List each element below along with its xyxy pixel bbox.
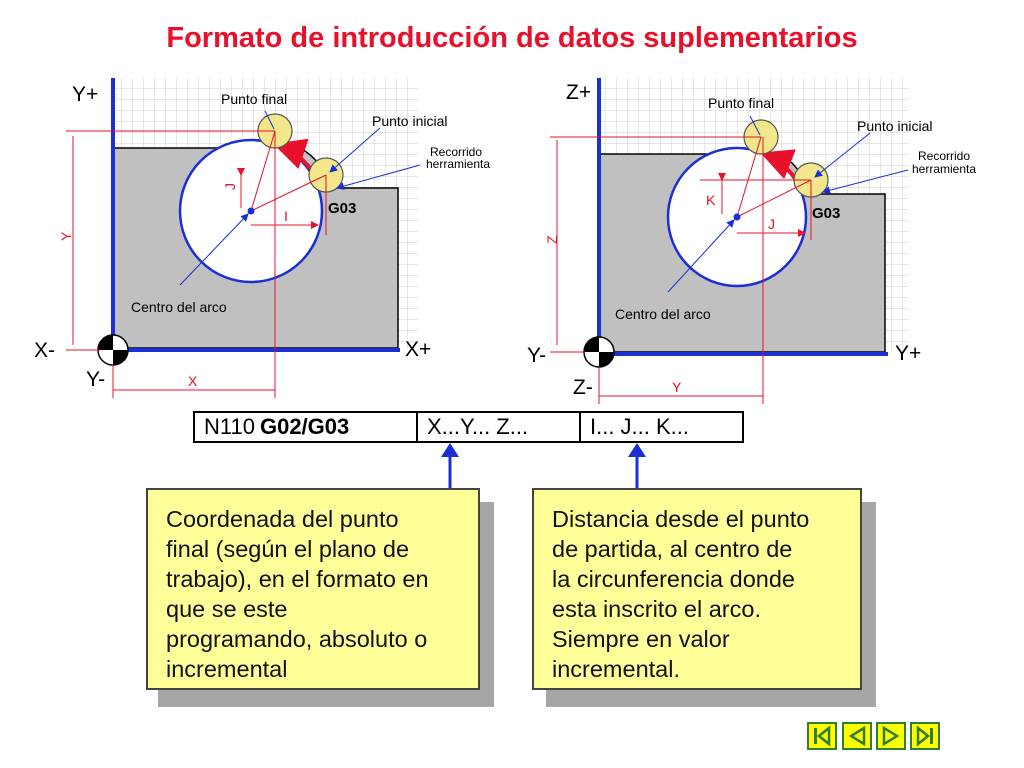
- note-line: incremental.: [552, 656, 680, 682]
- axis-label-z-pos: Z+: [566, 81, 592, 104]
- gcode-label: G02/G03: [259, 414, 350, 439]
- block-number: N110: [204, 414, 255, 439]
- punto-inicial-label: Punto inicial: [372, 113, 448, 129]
- axis-label-x-pos: X+: [405, 338, 432, 361]
- origin-icon: [98, 335, 128, 365]
- next-page-icon: [878, 724, 904, 748]
- note-line: Distancia desde el punto: [552, 506, 810, 532]
- previous-page-button[interactable]: [842, 722, 872, 750]
- dim-label-j: J: [222, 183, 238, 190]
- left-diagram: [34, 78, 490, 398]
- previous-page-icon: [844, 724, 870, 748]
- recorrido-label: Recorrido: [430, 145, 483, 159]
- arc-center-point: [248, 208, 255, 215]
- dim-label-z: Z: [544, 235, 560, 244]
- recorrido-label: Recorrido: [918, 149, 971, 163]
- page-title: Formato de introducción de datos suplementarios: [166, 22, 858, 54]
- dim-label-y: Y: [58, 231, 74, 241]
- arrow-up-icon: [441, 443, 459, 457]
- last-page-button[interactable]: [910, 722, 940, 750]
- g03-label: G03: [328, 200, 357, 217]
- note-line: la circunferencia donde: [552, 566, 795, 592]
- note-line: trabajo), en el formato en: [166, 566, 429, 592]
- herramienta-label: herramienta: [426, 157, 491, 171]
- dim-label-i: I: [284, 208, 288, 224]
- punto-inicial-label: Punto inicial: [857, 118, 933, 134]
- note-line: final (según el plano de: [166, 536, 410, 562]
- arrow-up-icon: [628, 443, 646, 457]
- right-diagram: [527, 78, 976, 404]
- code-cell-coords: X...Y... Z...: [418, 413, 581, 441]
- note-endpoint-coordinates: [146, 488, 480, 690]
- first-page-button[interactable]: [807, 722, 837, 750]
- centro-arco-label: Centro del arco: [131, 299, 227, 315]
- code-cell-params: I... J... K...: [590, 414, 690, 439]
- centro-arco-label: Centro del arco: [615, 306, 711, 322]
- note-line: Siempre en valor: [552, 626, 730, 652]
- punto-final-label: Punto final: [708, 95, 775, 111]
- dim-label-y: Y: [672, 379, 682, 395]
- arc-center-point: [734, 214, 741, 221]
- g03-label: G03: [812, 205, 841, 222]
- axis-label-y-pos: Y+: [895, 342, 922, 365]
- next-page-button[interactable]: [876, 722, 906, 750]
- dim-label-j: J: [768, 216, 775, 232]
- note-line: esta inscrito el arco.: [552, 596, 761, 622]
- note-line: Coordenada del punto: [166, 506, 399, 532]
- origin-icon: [584, 337, 614, 367]
- axis-label-z-neg: Z-: [573, 376, 593, 399]
- note-center-distance: [532, 488, 862, 690]
- note-line: que se este: [166, 596, 288, 622]
- axis-label-y-neg: Y-: [86, 368, 106, 391]
- note-line: de partida, al centro de: [552, 536, 793, 562]
- first-page-icon: [809, 724, 835, 748]
- code-format-row: [193, 411, 744, 443]
- herramienta-label: herramienta: [912, 162, 977, 176]
- axis-label-x-neg: X-: [34, 339, 55, 362]
- last-page-icon: [912, 724, 938, 748]
- note-line: programando, absoluto o: [166, 626, 428, 652]
- code-cell-block: [195, 413, 418, 441]
- punto-final-label: Punto final: [221, 91, 288, 107]
- axis-label-y-pos: Y+: [72, 83, 99, 106]
- dim-label-x: X: [188, 373, 198, 389]
- axis-label-y-neg: Y-: [527, 344, 547, 367]
- dim-label-k: K: [706, 192, 716, 208]
- note-arrows: [0, 440, 1024, 492]
- note-line: incremental: [166, 656, 288, 682]
